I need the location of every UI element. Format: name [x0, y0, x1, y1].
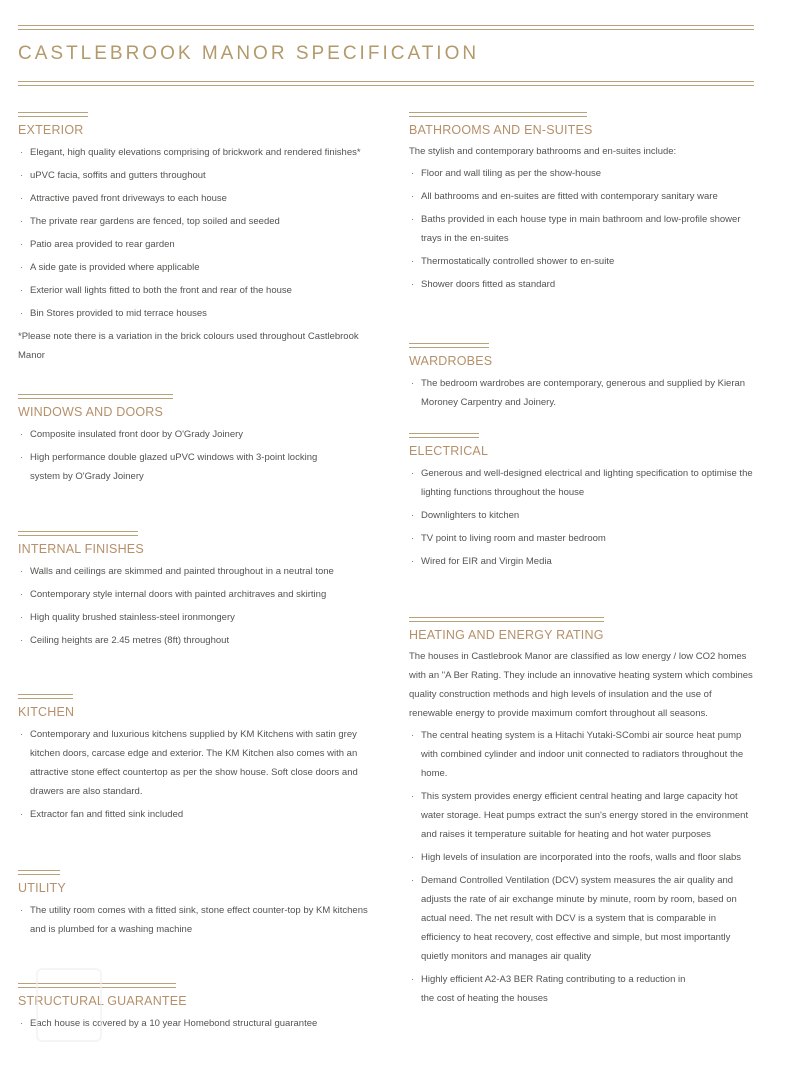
list-item: · High quality brushed stainless-steel ironmongery: [18, 608, 374, 627]
list-item: · TV point to living room and master bedroom: [409, 529, 754, 548]
section-rule: [18, 694, 73, 699]
list-item: · Contemporary and luxurious kitchens supplied by KM Kitchens with satin grey kitchen doors, carcase edge and exterior. The KM Kitchen also comes with an attractive stone effect countertop as per the show house. Soft close doors and drawers are also standard.: [18, 725, 374, 801]
list-item: · Attractive paved front driveways to each house: [18, 189, 374, 208]
bullet-list: [18, 425, 374, 486]
list-item: · The private rear gardens are fenced, top soiled and seeded: [18, 212, 374, 231]
bullet-list: [409, 374, 754, 412]
section-electrical: [409, 433, 754, 575]
section-rule: [409, 617, 604, 622]
section-rule: [409, 433, 479, 438]
section-rule: [18, 394, 173, 399]
list-item: · Highly efficient A2-A3 BER Rating contributing to a reduction in the cost of heating the houses: [409, 970, 701, 1008]
list-item: · High levels of insulation are incorporated into the roofs, walls and floor slabs: [409, 848, 754, 867]
watermark-logo: [36, 968, 102, 1042]
list-item: · Baths provided in each house type in main bathroom and low-profile shower trays in the en-suites: [409, 210, 754, 248]
list-item: · The utility room comes with a fitted sink, stone effect counter-top by KM kitchens and is plumbed for a washing machine: [18, 901, 374, 939]
list-item: · This system provides energy efficient central heating and large capacity hot water storage. Heat pumps extract the sun's energy stored in the environment and raises it temperature suitable for heating and hot water purposes: [409, 787, 754, 844]
bullet-list: [18, 143, 374, 323]
section-heading: KITCHEN: [18, 705, 75, 719]
list-item: · The central heating system is a Hitachi Yutaki-SCombi air source heat pump with combined cylinder and indoor unit connected to radiators throughout the home.: [409, 726, 754, 783]
page-title: CASTLEBROOK MANOR SPECIFICATION: [18, 43, 480, 64]
list-item: · Contemporary style internal doors with painted architraves and skirting: [18, 585, 374, 604]
section-heading: WINDOWS AND DOORS: [18, 405, 164, 419]
list-item: · A side gate is provided where applicable: [18, 258, 374, 277]
list-item: · uPVC facia, soffits and gutters throughout: [18, 166, 374, 185]
list-item: · Downlighters to kitchen: [409, 506, 754, 525]
section-rule: [18, 531, 138, 536]
section-kitchen: [18, 694, 374, 828]
section-rule: [18, 870, 60, 875]
bullet-list: [409, 164, 754, 294]
top-rule-1: [18, 25, 754, 26]
list-item: · The bedroom wardrobes are contemporary, generous and supplied by Kieran Moroney Carpentry and Joinery.: [409, 374, 754, 412]
list-item: · Shower doors fitted as standard: [409, 275, 754, 294]
section-heading: UTILITY: [18, 881, 66, 895]
section-heading: BATHROOMS AND EN-SUITES: [409, 123, 593, 137]
list-item: · Bin Stores provided to mid terrace houses: [18, 304, 374, 323]
section-heading: HEATING AND ENERGY RATING: [409, 628, 604, 642]
list-item: · Extractor fan and fitted sink included: [18, 805, 374, 824]
section-intro: The houses in Castlebrook Manor are classified as low energy / low CO2 homes with an "A Ber Rating. They include an innovative heating system which combines quality construction methods and high levels of insulation and the use of renewable energy to provide maximum comfort throughout all seasons.: [409, 651, 753, 719]
section-rule: [409, 343, 489, 348]
bullet-list: [409, 464, 754, 571]
list-item: · Elegant, high quality elevations comprising of brickwork and rendered finishes*: [18, 143, 374, 162]
section-internal-finishes: [18, 531, 374, 654]
list-item: · Generous and well-designed electrical and lighting specification to optimise the lighting functions throughout the house: [409, 464, 754, 502]
section-rule: [18, 112, 88, 117]
section-rule: [409, 112, 587, 117]
section-heading: EXTERIOR: [18, 123, 84, 137]
section-heading: ELECTRICAL: [409, 444, 489, 458]
list-item: · Thermostatically controlled shower to en-suite: [409, 252, 754, 271]
list-item: · Floor and wall tiling as per the show-house: [409, 164, 754, 183]
section-heading: WARDROBES: [409, 354, 493, 368]
brick-colour-note: *Please note there is a variation in the brick colours used throughout Castlebrook Manor: [18, 331, 359, 361]
list-item: · High performance double glazed uPVC windows with 3-point locking system by O'Grady Joinery: [18, 448, 320, 486]
bullet-list: [409, 726, 754, 1008]
section-intro: The stylish and contemporary bathrooms and en-suites include:: [409, 146, 677, 157]
section-windows-doors: [18, 394, 374, 490]
list-item: · Composite insulated front door by O'Grady Joinery: [18, 425, 374, 444]
list-item: · Patio area provided to rear garden: [18, 235, 374, 254]
section-utility: [18, 870, 374, 943]
section-wardrobes: [409, 343, 754, 416]
bullet-list: [18, 725, 374, 824]
bullet-list: [18, 901, 374, 939]
list-item: · Exterior wall lights fitted to both the front and rear of the house: [18, 281, 374, 300]
title-rule-2: [18, 85, 754, 86]
list-item: · All bathrooms and en-suites are fitted with contemporary sanitary ware: [409, 187, 754, 206]
title-rule-1: [18, 81, 754, 82]
list-item: · Each house is covered by a 10 year Homebond structural guarantee: [18, 1014, 374, 1033]
top-rule-2: [18, 29, 754, 30]
section-bathrooms: [409, 112, 754, 298]
list-item: · Wired for EIR and Virgin Media: [409, 552, 754, 571]
section-heading: INTERNAL FINISHES: [18, 542, 144, 556]
list-item: · Ceiling heights are 2.45 metres (8ft) throughout: [18, 631, 374, 650]
section-exterior: [18, 112, 374, 368]
section-heading: STRUCTURAL GUARANTEE: [18, 994, 187, 1008]
section-heating-energy: [409, 617, 754, 1012]
bullet-list: [18, 562, 374, 650]
list-item: · Walls and ceilings are skimmed and painted throughout in a neutral tone: [18, 562, 374, 581]
list-item: · Demand Controlled Ventilation (DCV) system measures the air quality and adjusts the rate of air exchange minute by minute, room by room, based on actual need. The net result with DCV is a system that is comparable in efficiency to heat recovery, cost effective and simple, but most importantly quietly monitors and manages air quality: [409, 871, 754, 966]
